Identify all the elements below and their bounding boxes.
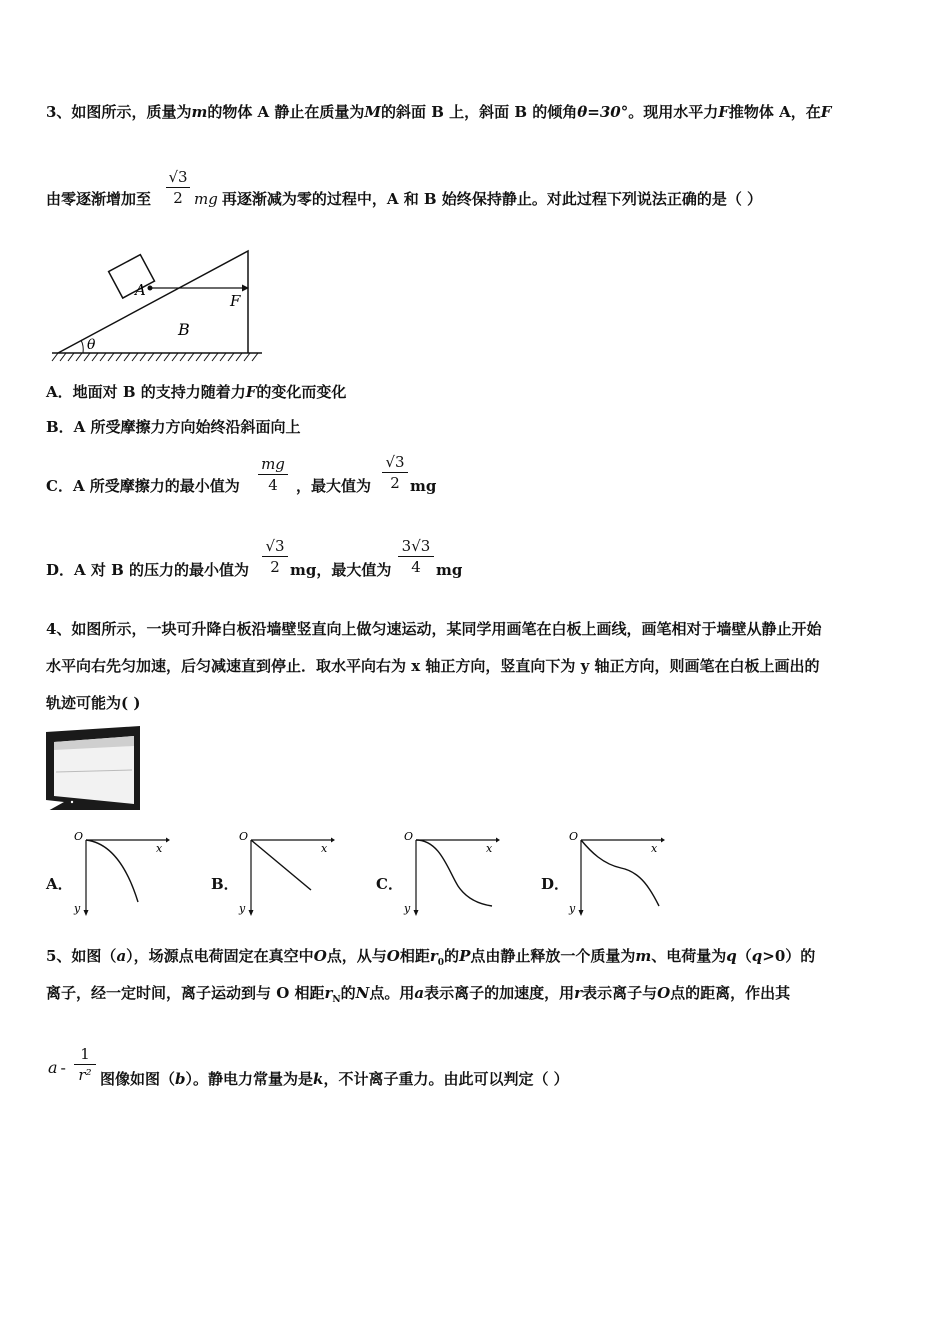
hatch-mark bbox=[172, 353, 178, 361]
q5-line3 bbox=[100, 1069, 569, 1089]
ground-hatching bbox=[52, 353, 258, 361]
q3-option-a bbox=[46, 382, 346, 402]
q4-graph-a bbox=[70, 830, 170, 918]
q5-var: b bbox=[175, 1070, 186, 1088]
fraction-numerator: 3√3 bbox=[401, 537, 431, 555]
q5-var: N bbox=[355, 984, 370, 1002]
q3-var-m: m bbox=[191, 103, 208, 121]
q3-var-F: F bbox=[820, 103, 832, 121]
fraction-denominator: 2 bbox=[173, 189, 183, 207]
trajectory-curve bbox=[416, 840, 492, 906]
q3-option-d bbox=[46, 560, 249, 580]
block-A bbox=[109, 255, 155, 298]
x-axis-arrow-icon bbox=[661, 838, 665, 843]
y-axis-arrow-icon bbox=[579, 910, 584, 916]
q5-text: 相距 bbox=[399, 947, 430, 965]
trajectory-curve bbox=[581, 840, 659, 906]
origin-label: O bbox=[239, 830, 249, 843]
q4-option-c-label bbox=[376, 874, 403, 894]
hatch-mark bbox=[156, 353, 162, 361]
fraction-denominator: 2 bbox=[390, 474, 400, 492]
hatch-mark bbox=[204, 353, 210, 361]
hatch-mark bbox=[244, 353, 250, 361]
q3-var-mg: mg bbox=[194, 190, 218, 208]
fraction-numerator: √3 bbox=[385, 453, 405, 471]
option-label: D． bbox=[541, 875, 570, 893]
q5-var: r bbox=[574, 984, 583, 1002]
q5-var: q bbox=[751, 947, 763, 965]
fraction-denominator: 4 bbox=[411, 558, 421, 576]
q5-text: 点。用 bbox=[369, 984, 415, 1002]
x-axis-arrow-icon bbox=[166, 838, 170, 843]
q3-text: 推物体 A，在 bbox=[728, 103, 821, 121]
q5-text: ，不计离子重力。由此可以判定（ ） bbox=[323, 1070, 569, 1088]
y-label: y bbox=[404, 902, 411, 915]
y-label: y bbox=[569, 902, 576, 915]
q4-line1 bbox=[46, 619, 821, 639]
option-text: B．A 所受摩擦力方向始终沿斜面向上 bbox=[46, 418, 301, 436]
option-text: D．A 对 B 的压力的最小值为 bbox=[46, 561, 249, 579]
option-text: mg，最大值为 bbox=[290, 561, 392, 579]
option-c-fraction-1 bbox=[258, 455, 288, 494]
q4-text: 轨迹可能为( ) bbox=[46, 694, 141, 712]
q3-option-c-end bbox=[410, 476, 436, 496]
option-label: B． bbox=[211, 875, 239, 893]
q3-text: 的物体 A 静止在质量为 bbox=[207, 103, 365, 121]
hatch-mark bbox=[252, 353, 258, 361]
q5-text: >0）的 bbox=[762, 947, 816, 965]
hatch-mark bbox=[236, 353, 242, 361]
hatch-mark bbox=[180, 353, 186, 361]
q5-a-label bbox=[48, 1058, 66, 1077]
q3-incline-figure bbox=[50, 245, 270, 365]
option-d-fraction-2 bbox=[398, 537, 434, 576]
q5-var: k bbox=[313, 1070, 324, 1088]
q5-var: a bbox=[116, 947, 127, 965]
q5-fraction bbox=[74, 1045, 96, 1084]
fraction-bar bbox=[398, 556, 434, 557]
q5-var: a bbox=[48, 1058, 58, 1077]
hatch-mark bbox=[60, 353, 66, 361]
trajectory-curve bbox=[86, 840, 138, 902]
hatch-mark bbox=[212, 353, 218, 361]
whiteboard-photo bbox=[46, 726, 142, 812]
q3-option-c bbox=[46, 476, 240, 496]
q5-var: q bbox=[726, 947, 737, 965]
option-text: 的变化而变化 bbox=[256, 383, 347, 401]
q5-subscript: 0 bbox=[437, 958, 445, 968]
q5-text: ）。静电力常量为是 bbox=[185, 1070, 314, 1088]
q5-text: （ bbox=[736, 947, 752, 965]
q5-line1 bbox=[46, 946, 815, 973]
q5-text: 表示离子与 bbox=[582, 984, 658, 1002]
hatch-mark bbox=[228, 353, 234, 361]
q5-var: a bbox=[414, 984, 425, 1002]
q5-var: O bbox=[313, 947, 327, 965]
fraction-denominator: 2 bbox=[270, 558, 280, 576]
q3-var-F: F bbox=[718, 103, 729, 121]
q3-option-b bbox=[46, 417, 301, 437]
x-label: x bbox=[156, 842, 163, 855]
fraction-denominator: r² bbox=[78, 1066, 92, 1084]
trajectory-line bbox=[251, 840, 311, 890]
option-text: ，最大值为 bbox=[296, 477, 372, 495]
option-text: A．地面对 B 的支持力随着力 bbox=[46, 383, 246, 401]
q4-text: 水平向右先匀加速，后匀减速直到停止．取水平向右为 x 轴正方向，竖直向下为 y 轴正方向，则画笔在白板上画出的 bbox=[46, 657, 820, 675]
q5-text: 的 bbox=[340, 984, 356, 1002]
hatch-mark bbox=[148, 353, 154, 361]
q4-option-a-label bbox=[46, 874, 73, 894]
label-B: B bbox=[178, 320, 190, 339]
q3-line2a bbox=[46, 189, 151, 209]
hatch-mark bbox=[76, 353, 82, 361]
q3-text: 的斜面 B 上，斜面 B 的倾角 bbox=[381, 103, 578, 121]
label-F: F bbox=[230, 292, 241, 310]
hatch-mark bbox=[188, 353, 194, 361]
q4-graph-c bbox=[400, 830, 500, 918]
q5-text: 离子，经一定时间，离子运动到与 O 相距 bbox=[46, 984, 325, 1002]
q5-text: 点由静止释放一个质量为 bbox=[470, 947, 636, 965]
hatch-mark bbox=[164, 353, 170, 361]
hatch-mark bbox=[68, 353, 74, 361]
x-label: x bbox=[321, 842, 328, 855]
q5-text: 5、如图（ bbox=[46, 947, 117, 965]
q5-text: 点，从与 bbox=[326, 947, 387, 965]
hatch-mark bbox=[84, 353, 90, 361]
q5-var: m bbox=[635, 947, 652, 965]
hatch-mark bbox=[52, 353, 58, 361]
hatch-mark bbox=[100, 353, 106, 361]
q3-text: 再逐渐减为零的过程中，A 和 B 始终保持静止。对此过程下列说法正确的是（ ） bbox=[221, 190, 763, 208]
q5-var: P bbox=[459, 947, 471, 965]
q5-var: O bbox=[386, 947, 400, 965]
hatch-mark bbox=[124, 353, 130, 361]
q3-text: 由零逐渐增加至 bbox=[46, 190, 152, 208]
option-text: mg bbox=[410, 477, 437, 495]
hatch-mark bbox=[116, 353, 122, 361]
hatch-mark bbox=[92, 353, 98, 361]
option-d-fraction-1 bbox=[262, 537, 288, 576]
q5-line2 bbox=[46, 983, 790, 1010]
option-c-fraction-2 bbox=[382, 453, 408, 492]
q5-text: 图像如图（ bbox=[100, 1070, 176, 1088]
angle-arc bbox=[81, 340, 83, 353]
q3-option-c-mid bbox=[296, 476, 371, 496]
fraction-bar bbox=[74, 1064, 96, 1065]
hatch-mark bbox=[140, 353, 146, 361]
y-label: y bbox=[239, 902, 246, 915]
fraction-bar bbox=[262, 556, 288, 557]
label-A: A bbox=[135, 281, 146, 299]
q3-option-d-end bbox=[436, 560, 462, 580]
q3-option-d-mid bbox=[290, 560, 391, 580]
hatch-mark bbox=[220, 353, 226, 361]
q5-text: 点的距离，作出其 bbox=[670, 984, 791, 1002]
q3-theta: θ=30° bbox=[577, 103, 629, 121]
q4-graph-b bbox=[235, 830, 335, 918]
q4-line2 bbox=[46, 656, 820, 676]
q5-text: 的 bbox=[444, 947, 460, 965]
y-axis-arrow-icon bbox=[249, 910, 254, 916]
q3-line1 bbox=[46, 102, 831, 122]
fraction-numerator: √3 bbox=[168, 168, 188, 186]
q4-text: 4、如图所示，一块可升降白板沿墙壁竖直向上做匀速运动，某同学用画笔在白板上画线，画笔相对于墙壁从静止开始 bbox=[46, 620, 822, 638]
x-axis-arrow-icon bbox=[331, 838, 335, 843]
fraction-bar bbox=[166, 187, 190, 188]
label-theta: θ bbox=[87, 337, 96, 353]
origin-label: O bbox=[74, 830, 84, 843]
y-label: y bbox=[74, 902, 81, 915]
q3-line2b bbox=[194, 189, 762, 209]
q5-var: r bbox=[429, 947, 438, 965]
q3-fraction bbox=[166, 168, 190, 207]
option-label: C． bbox=[376, 875, 403, 893]
fraction-denominator: 4 bbox=[268, 476, 278, 494]
option-label: A． bbox=[46, 875, 73, 893]
q5-var: r bbox=[324, 984, 333, 1002]
q5-text: 表示离子的加速度，用 bbox=[424, 984, 575, 1002]
q5-text: 、电荷量为 bbox=[651, 947, 727, 965]
x-axis-arrow-icon bbox=[496, 838, 500, 843]
option-text: C．A 所受摩擦力的最小值为 bbox=[46, 477, 240, 495]
fraction-numerator: 1 bbox=[80, 1045, 90, 1063]
origin-label: O bbox=[404, 830, 414, 843]
q5-var: O bbox=[657, 984, 671, 1002]
q5-text: ），场源点电荷固定在真空中 bbox=[126, 947, 314, 965]
q5-dash: - bbox=[60, 1058, 66, 1077]
option-text: mg bbox=[436, 561, 463, 579]
q3-text: 。现用水平力 bbox=[628, 103, 719, 121]
origin-label: O bbox=[569, 830, 579, 843]
hatch-mark bbox=[196, 353, 202, 361]
q4-graph-d bbox=[565, 830, 665, 918]
y-axis-arrow-icon bbox=[414, 910, 419, 916]
option-var-F: F bbox=[245, 383, 257, 401]
fraction-numerator: √3 bbox=[265, 537, 285, 555]
hatch-mark bbox=[108, 353, 114, 361]
fraction-numerator: mg bbox=[261, 455, 285, 473]
fraction-bar bbox=[258, 474, 288, 475]
x-label: x bbox=[486, 842, 493, 855]
q5-subscript: N bbox=[332, 995, 341, 1005]
y-axis-arrow-icon bbox=[84, 910, 89, 916]
q4-line3 bbox=[46, 693, 140, 713]
x-label: x bbox=[651, 842, 658, 855]
q3-var-M: M bbox=[364, 103, 382, 121]
q3-text: 3、如图所示，质量为 bbox=[46, 103, 192, 121]
fraction-bar bbox=[382, 472, 408, 473]
hatch-mark bbox=[132, 353, 138, 361]
